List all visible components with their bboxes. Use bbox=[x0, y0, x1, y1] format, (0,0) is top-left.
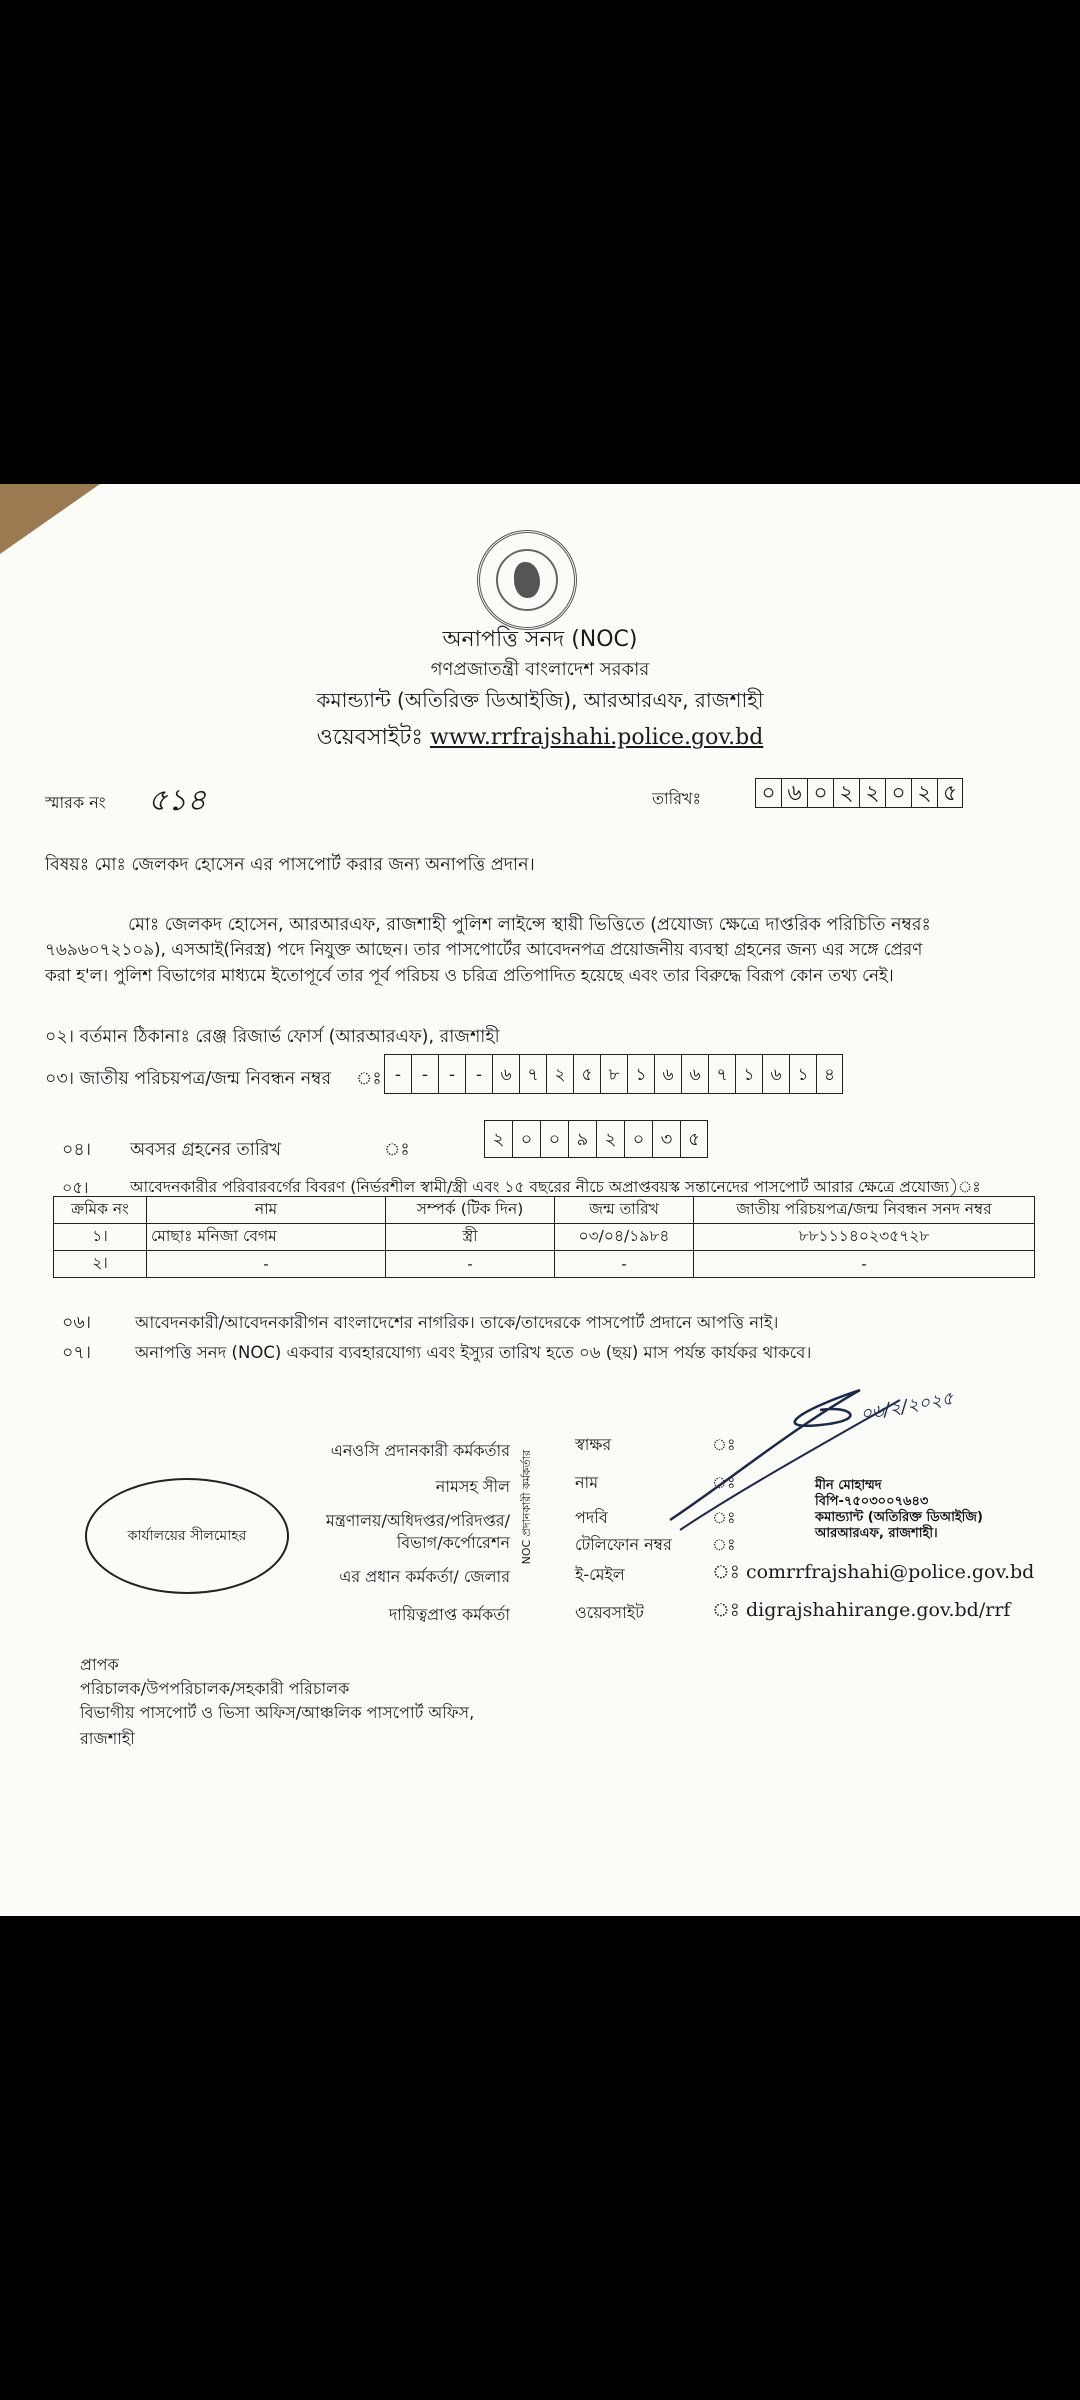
retire-digit-box: ২ bbox=[596, 1120, 624, 1158]
col-relation: সম্পর্ক (টিক দিন) bbox=[386, 1197, 555, 1224]
date-digit-box: ০ bbox=[755, 778, 781, 808]
field-email-value: ঃ comrrfrajshahi@police.gov.bd bbox=[712, 1561, 1035, 1583]
retire-digit-box: ৩ bbox=[652, 1120, 680, 1158]
nid-digit-box: ৬ bbox=[492, 1054, 519, 1094]
stamp-line-name: মীন মোহাম্মদ bbox=[815, 1478, 882, 1493]
item-retire-num: ০৪। bbox=[62, 1140, 91, 1160]
clause-6-num: ০৬। bbox=[62, 1313, 92, 1333]
cell-nid: ৮৮১১১৪০২৩৫৭২৮ bbox=[694, 1224, 1035, 1251]
body-line-2: ৭৬৯৬০৭২১০৯), এসআই(নিরস্ত্র) পদে নিযুক্ত আছেন। তার পাসপোর্টের আবেদনপত্র প্রয়োজনীয় ব্যবস্থা গ্রহনের জন্য এর সঙ্গে প্রেরণ bbox=[45, 939, 923, 959]
office-name: কমান্ড্যান্ট (অতিরিক্ত ডিআইজি), আরআরএফ, রাজশাহী bbox=[316, 688, 764, 712]
date-digit-box: ০ bbox=[885, 778, 911, 808]
item-family-label: আবেদনকারীর পরিবারবর্গের বিবরণ (নির্ভরশীল স্বামী/স্ত্রী এবং ১৫ বছরের নীচে অপ্রাপ্তবয়স্ক সন্তানেদের পাসপোর্ট আরার ক্ষেত্রে প্রযোজ্য)ঃ bbox=[130, 1178, 981, 1196]
nid-digit-box: ৪ bbox=[816, 1054, 843, 1094]
date-boxes bbox=[755, 778, 963, 808]
memo-number: ৫১৪ bbox=[148, 783, 207, 818]
field-email-label: ই-মেইল bbox=[575, 1565, 625, 1584]
family-table-header bbox=[54, 1197, 1035, 1224]
nid-digit-box: ৬ bbox=[681, 1054, 708, 1094]
retire-digit-box: ৫ bbox=[680, 1120, 708, 1158]
col-birth-date: জন্ম তারিখ bbox=[555, 1197, 694, 1224]
nid-digit-box: ৫ bbox=[573, 1054, 600, 1094]
cell-birth-date: ০৩/০৪/১৯৮৪ bbox=[555, 1224, 694, 1251]
nid-digit-box: - bbox=[438, 1054, 465, 1094]
item-nid-label: ০৩। জাতীয় পরিচয়পত্র/জন্ম নিবন্ধন নম্বর bbox=[45, 1069, 332, 1089]
field-name-label: নাম bbox=[575, 1473, 599, 1492]
signatory-label-2: নামসহ সীল bbox=[435, 1477, 510, 1496]
field-website-label: ওয়েবসাইট bbox=[575, 1603, 644, 1622]
page-corner-shadow bbox=[0, 484, 100, 554]
cell-relation: - bbox=[386, 1251, 555, 1278]
item-retire-colon: ঃ bbox=[384, 1140, 410, 1160]
cell-relation: স্ত্রী bbox=[386, 1224, 555, 1251]
date-digit-box: ০ bbox=[807, 778, 833, 808]
memo-label: স্মারক নং bbox=[45, 793, 106, 812]
vertical-note: NOC প্রদানকারী কর্মকর্তার bbox=[520, 1450, 533, 1565]
date-digit-box: ২ bbox=[833, 778, 859, 808]
table-row bbox=[54, 1224, 1035, 1251]
recipient-line-3: রাজশাহী bbox=[80, 1729, 135, 1748]
date-digit-box: ২ bbox=[911, 778, 937, 808]
nid-digit-box: ৬ bbox=[762, 1054, 789, 1094]
date-label: তারিখঃ bbox=[652, 789, 702, 808]
clause-7: অনাপত্তি সনদ (NOC) একবার ব্যবহারযোগ্য এবং ইস্যুর তারিখ হতে ০৬ (ছয়) মাস পর্যন্ত কার্যকর থাকবে। bbox=[135, 1343, 812, 1362]
emblem-ring bbox=[496, 549, 558, 611]
nid-digit-box: ২ bbox=[546, 1054, 573, 1094]
subject-line: বিষয়ঃ মোঃ জেলকদ হোসেন এর পাসপোর্ট করার জন্য অনাপত্তি প্রদান। bbox=[45, 855, 535, 875]
retire-digit-box: ০ bbox=[624, 1120, 652, 1158]
item-retire-label: অবসর গ্রহনের তারিখ bbox=[130, 1140, 281, 1160]
date-digit-box: ২ bbox=[859, 778, 885, 808]
field-designation-label: পদবি bbox=[575, 1508, 608, 1527]
retire-digit-box: ০ bbox=[512, 1120, 540, 1158]
recipient-line-2: বিভাগীয় পাসপোর্ট ও ভিসা অফিস/আঞ্চলিক পাসপোর্ট অফিস, bbox=[80, 1703, 475, 1722]
item-nid-colon: ঃ bbox=[356, 1069, 382, 1089]
cell-name: - bbox=[147, 1251, 386, 1278]
field-signature-label: স্বাক্ষর bbox=[575, 1435, 612, 1454]
government-name: গণপ্রজাতন্ত্রী বাংলাদেশ সরকার bbox=[430, 659, 650, 680]
website-link[interactable]: www.rrfrajshahi.police.gov.bd bbox=[429, 725, 764, 750]
body-line-3: করা হ'ল। পুলিশ বিভাগের মাধ্যমে ইতোপূর্বে তার পূর্ব পরিচয় ও চরিত্র প্রতিপাদিত হয়েছে এবং তার বিরুদ্ধে বিরূপ কোন তথ্য নেই। bbox=[45, 965, 894, 985]
nid-digit-box: ৭ bbox=[519, 1054, 546, 1094]
cell-birth-date: - bbox=[555, 1251, 694, 1278]
body-line-1: মোঃ জেলকদ হোসেন, আরআরএফ, রাজশাহী পুলিশ লাইন্সে স্থায়ী ভিত্তিতে (প্রযোজ্য ক্ষেত্রে দাপ্তরিক পরিচিতি নম্বরঃ bbox=[128, 915, 931, 935]
clause-6: আবেদনকারী/আবেদনকারীগন বাংলাদেশের নাগরিক। তাকে/তাদেরকে পাসপোর্ট প্রদানে আপত্তি নাই। bbox=[135, 1313, 779, 1332]
retire-date-boxes bbox=[484, 1120, 708, 1158]
family-table bbox=[53, 1196, 1035, 1278]
retire-digit-box: ৯ bbox=[568, 1120, 596, 1158]
field-signature-value: ঃ bbox=[712, 1435, 736, 1454]
date-digit-box: ৬ bbox=[781, 778, 807, 808]
nid-digit-box: ৭ bbox=[708, 1054, 735, 1094]
field-designation-value: ঃ bbox=[712, 1508, 736, 1527]
bangladesh-map-icon bbox=[514, 562, 540, 598]
website-label: ওয়েবসাইটঃ bbox=[316, 725, 423, 750]
item-address: ০২। বর্তমান ঠিকানাঃ রেঞ্জ রিজার্ভ ফোর্স (আরআরএফ), রাজশাহী bbox=[45, 1027, 500, 1047]
date-digit-box: ৫ bbox=[937, 778, 963, 808]
signature-date: ০৬/২/২০২৫ bbox=[858, 1388, 955, 1426]
nid-digit-box: ৬ bbox=[654, 1054, 681, 1094]
cell-nid: - bbox=[694, 1251, 1035, 1278]
field-phone-value: ঃ bbox=[712, 1535, 736, 1554]
nid-digit-box: ১ bbox=[627, 1054, 654, 1094]
item-family-num: ০৫। bbox=[62, 1178, 89, 1197]
table-row bbox=[54, 1251, 1035, 1278]
stamp-line-designation: কমান্ড্যান্ট (অতিরিক্ত ডিআইজি) bbox=[815, 1510, 983, 1525]
nid-digit-box: - bbox=[411, 1054, 438, 1094]
signatory-label-5: এর প্রধান কর্মকর্তা/ জেলার bbox=[339, 1567, 510, 1586]
signatory-label-6: দায়িত্বপ্রাপ্ত কর্মকর্তা bbox=[388, 1605, 510, 1624]
retire-digit-box: ২ bbox=[484, 1120, 512, 1158]
stamp-line-id: বিপি-৭৫০৩০০৭৬৪৩ bbox=[815, 1494, 929, 1509]
signatory-label-3: মন্ত্রণালয়/অধিদপ্তর/পরিদপ্তর/ bbox=[325, 1511, 510, 1530]
cell-serial: ১। bbox=[54, 1224, 147, 1251]
nid-boxes bbox=[384, 1054, 843, 1094]
seal-text: কার্যালয়ের সীলমোহর bbox=[127, 1528, 247, 1544]
cell-name: মোছাঃ মনিজা বেগম bbox=[147, 1224, 386, 1251]
signatory-stamp bbox=[815, 1478, 983, 1542]
retire-digit-box: ০ bbox=[540, 1120, 568, 1158]
signatory-label-1: এনওসি প্রদানকারী কর্মকর্তার bbox=[330, 1441, 510, 1460]
office-seal-placeholder bbox=[85, 1478, 289, 1594]
nid-digit-box: ৮ bbox=[600, 1054, 627, 1094]
field-website-value: ঃ digrajshahirange.gov.bd/rrf bbox=[712, 1599, 1011, 1621]
stamp-line-office: আরআরএফ, রাজশাহী। bbox=[815, 1526, 938, 1541]
nid-digit-box: - bbox=[384, 1054, 411, 1094]
field-name-value: ঃ bbox=[712, 1473, 736, 1492]
col-name: নাম bbox=[147, 1197, 386, 1224]
website-line bbox=[0, 720, 1080, 757]
recipient-label: প্রাপক bbox=[80, 1655, 119, 1674]
government-emblem-seal bbox=[477, 530, 577, 630]
nid-digit-box: - bbox=[465, 1054, 492, 1094]
col-nid: জাতীয় পরিচয়পত্র/জন্ম নিবন্ধন সনদ নম্বর bbox=[694, 1197, 1035, 1224]
signatory-label-4: বিভাগ/কর্পোরেশন bbox=[396, 1533, 510, 1552]
cell-serial: ২। bbox=[54, 1251, 147, 1278]
document-title: অনাপত্তি সনদ (NOC) bbox=[442, 627, 638, 652]
nid-digit-box: ১ bbox=[735, 1054, 762, 1094]
field-phone-label: টেলিফোন নম্বর bbox=[575, 1535, 672, 1554]
recipient-line-1: পরিচালক/উপপরিচালক/সহকারী পরিচালক bbox=[80, 1679, 350, 1698]
nid-digit-box: ১ bbox=[789, 1054, 816, 1094]
col-serial: ক্রমিক নং bbox=[54, 1197, 147, 1224]
clause-7-num: ০৭। bbox=[62, 1343, 92, 1363]
